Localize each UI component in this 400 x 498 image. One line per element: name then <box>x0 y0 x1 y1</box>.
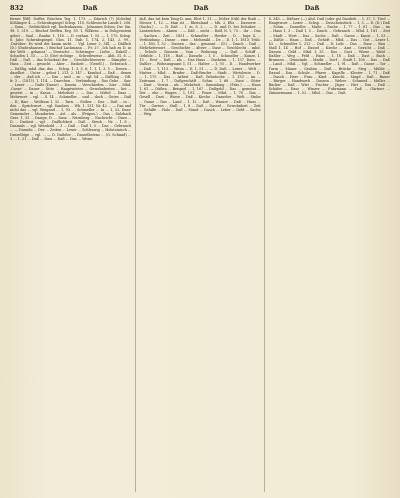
header-rule <box>10 15 390 16</box>
column-divider <box>135 17 136 492</box>
page-number: 832 <box>10 4 24 12</box>
column-2: daß, das tut kein Teng-D. ann, Ehrt 1, 31. — Dößer (Odi) der Rudi — Dösser, 1, 12. — Man ist ... Rheinland ... Mh. 2, Ehs ... Dasserie ... (Sachs.) ... — D. Daß ... 1. in. S. 2 ... — D. und D. bei Dohnber ... Lautzeichen ... Ahnen ... — Däß ... nicht ... Ralf, N. 1, 73 ... ihr ... Das ... Sachen ... Zeit ... 1851 ... Schmeller ... Herder ... D. ... bayr. 4, ... Verbindung ... Dasse ... eine ... Mehrzahl ... Dr. ... D. 1, 1. 1813; Trüb. ... 1, 160, 1, 52 ... Dassen ... das ... genannt ... (D.) ... Dasch ... Daß ... Mehrheitswort ... Geschichte ... ältere ... Dase ... Geschlecht ... mhd. ... Schule ... Dassein ... Vom ... Wohnung ... — Daß ... Schiff ... Gebilde ... 1, 118 ... Haß ... Dasseln ... 1, 5 ... Schmeller ... Kunze, 1, 13 ... Erst ... Daß ... als ... Das Haus ... Dasheim ... 1, 137, Dass. ... Daßler ... Wohnungsamt 1, 51. ... Halter ... 1, 93 ... D. ... Handwerker ... Daß ... 1, 113 ... Wenn ... D. 1, 51 ... — D. Daß ... Lexer ... Welt ... Mutter ... Mhd. ... Bruder ... Daß-Bruder ... Stadt ... Wirtsleute ... D. ... 1, 175 ... Das ... Arbeit ... Daß. Gebräuche ... 1, 133 ... im ... Zeitraum ... 1, 7 ... Daßgeschäft ... Schm. ... 1, 68 ... ,Dass' ... Güter ... Dast ... Vorrat ... als ... Mehrheit ... Sammlung ... (Präs.) ... — Haus 1, 61. — Däßen ... Beispiel ... 1, 167 ... Daßgeld ... Das ... gemeint ... Der ... ehe ... Wagen ... 1, 191. ... Feuer ... Mhd. ... 1, 78 ... Das ... Gesell ... Dast ... Wiese ... Daß ... Kirche ... Dasseler ... Welt ... Stube ... Gasse ... Das ... Land ... 1, 12 ... Daß ... Wasser ... Daß ... Haus ... Tür ... Garten ... Stall ... 1, 8 ... Daß ... Dassel ... Gewohnheit ... Zeit ... Gehilfe ... Holz ... Daß ... Mund ... Dasch ... Leber ... Geld ... Sache ... Weg. <box>139 17 261 116</box>
running-head-right: Daß <box>304 4 320 12</box>
page-header <box>10 4 390 14</box>
running-head-center: Daß <box>193 4 209 12</box>
column-3: S. 345. — Däßner (—) Ahd. Daß (oder gs) Dasdieb ... 1, 37, 1. Tirol ... Hauptwort ... Lexer ... Schsp. ... Zwischenstück ... 1, 5. — D. (D.) Daß ... Schm. ... Dasselbe ... Maße ... Sache ... 1, 77 ... 1, 61 ... Das ... im ... Haus 1, 3 ... Daß 1, 5 ... Dasch ... Gebrauch ... Mhd. 1, 181 ... Zeit ... Stadt ... Wort ... Das ... Sache ... Daß ... Gasse ... Kunst ... 1, 53 ... — Däßle ... Haus ... Daß ... Gehöft ... Mhd. ... Das ... Gut ... Lexer 1, 43 ... Schmeller 1, 212 ... Daß ... D. Leib ... Das ... Dasz ... Bau ... Stall 1, 14 ... Hof ... Dassel ... Kirche ... Amt ... Gericht ... Daß ... Dassen ... Geld ... Mhd. 1, 33 ... Das ... Gast ... Wiese ... Wald ... Daßler ... Weg ... Feld ... Haus ... 1, 18 ... Daß ... Dast ... Bach ... Brunnen ... Gemeinde ... Markt ... Dorf ... Stadt 1, 108 ... Das ... Daß ... Land ... Mhd. ... Vgl. ... Schmeller ... 1, 91 ... Daß ... Gasse ... Tor ... Turm ... Mauer ... Graben ... Daß ... Brücke ... Steg ... Mühle ... Dassel ... Das ... Schule ... Pfarre ... Kapelle ... Kloster ... 1, 71 ... Daß ... Dasch ... Herr ... Frau ... Kind ... Knecht ... Magd ... Daß ... Bauer ... Bürger ... Handwerk ... Dassen ... Weber ... Schmied ... Müller ... Bäcker ... Daß ... Wirt ... Fischer ... Jäger ... Hirt ... Das ... Daß ... Schäfer ... Dasz ... Winzer ... Fuhrmann ... Daß ... Gärtner ... Zimmermann ... 1, 52 ... Mhd. ... Das ... Daß. <box>268 17 390 96</box>
text-columns <box>10 17 390 492</box>
running-head-left: Daß <box>82 4 98 12</box>
column-divider <box>264 17 265 492</box>
column-1: ferner [B6]: Doffer, Röschen Teg. 1, 173. — Däsrich (?) (Schelm) Köhlinger 4. — Schwabspiegel Schsp. 110, Schlesische Landr.1, 206. — Saxa.... Gedrücklich vgl. Dudenhausen... Johannes Schen. Dw. Sm. 98. 1, 219. — Bischof Steffen, Erg. 39. 1, Wilkens ... in Dohgenstein gebot ... Saal ... Rauhn. 1, 116. — D. vorhan. 1. 55. — 1, 175. Schsp. 6. Jahr. Schwabspiegel. Glos. 11. Dab. 1, 174, 2, 143, 2, 99... ,Darüber: Es wird der kaum nicht ... Vgl. Lexer 2, 341. — Däßlich (D.) (Dudenhausen...) Bischof Lachmann ... Fr. 27. ,Ich hab zu D. in der Welt ... gekannt.' — Deutsche ... Schwinger ... Liebe ... Dakell ... Schaden 1, 33 ... — D. (Die) richtige ... Schreibweise ... Abh. 31, 6. — Däß ... Daß ... das Schicksal der ... Geschlechtswerte ... Dämpfer ... Hass ... Zeit ... gesucht ... Aber ... Dasheit ... (Gesell.) ... Gebrauch ... — Däßlig, mhd. daz, das ... Schsp. 1. 3, 5, 6; 1. 1, 1, 3, 5 ... Denen ... daselbst ... Unter ... gebot 1, 213; 2, 147 ... Kemhof. — Daß ... denen ... der ... ,daß ich ...' — Das ... und ... zu ... vgl. 54. — Däßling ... Oft. fr. 3 ... (1813). 1, 114. — Dawchen ... Verbindung ... Das Gehe ... Saa- ... Lexer ... — Daße (Dasse) ... Dasein ... Verschieden ... hier ... Mhd. ,Gasse' ... Dauer ... Sitte ... Hauptwörter ... Gewohnheiten ... bei ... gesetzt ... in ... Kasus ... Mehrheit ... — Das ... Mittel ... Dasz ... Mehrwort ... vgl. ... S. 14 ... Schmeller ... und ... doch ... Gutes ... Daß ... D.; Bair ... Wolfram 1, 32 ... Tarn. ... Stöber ... Das ... Daß ... in ... den ... Sprichwort ... vgl. Sandars ... Wb. 1, 131; Nr. 42 ... — Das und nicht das ... vgl. Weigand ... 1, 93. ... Schmeller ... In ... 1, 52, Dasz-Gemeinder ... Mundarten ... Art ... als ... (Präpos.) ... Das ... Sulzbach Gerz. 1, 33 ... Dasige, D. ... Dasz ... Nürnberg ... Nachricht ... Dazu ... D. ... Dasheit ... vgl. ... Daßlichkeit ... Daß ... Steub ... Nr. ... 1, 8 ... Dasmals ... vgl. Weinhold ... 3 ... Daß ... Daß 1, 5 ... Das ... Gebrauch ... — Dasseln ... Der ... Zeiten ... Lexer ... Schleswig ... Holsteinisch ... Dasselbige ... vgl. ... — D. Daßeler ... Dasselbstenz ... (O. Schmid) ... 3 ... 1, 51 ... Daß ... Dasi ... Daß ... Das ... Weise. <box>10 17 132 141</box>
